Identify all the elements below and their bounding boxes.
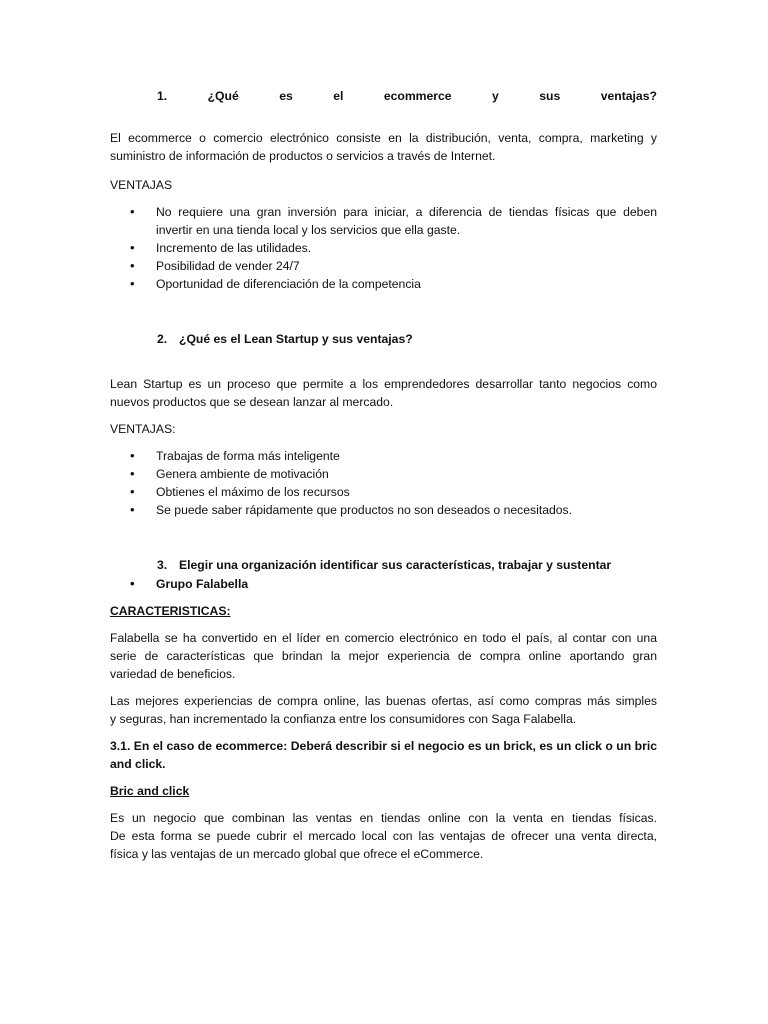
text-line: nuevos productos que se desean lanzar al mercado. [110, 395, 394, 409]
text-line: serie de características que brindan la mejor experiencia de compra online aportando gran [110, 649, 657, 663]
bric-and-click-label: Bric and click [110, 784, 190, 798]
section1-bullet-list [110, 203, 657, 293]
list-item [110, 447, 657, 465]
heading-word: es [279, 89, 293, 103]
heading-word: ecommerce [383, 89, 452, 103]
list-item-text: Oportunidad de diferenciación de la competencia [156, 277, 421, 291]
list-item [110, 203, 657, 239]
heading-text: ¿Qué es el Lean Startup y sus ventajas? [179, 332, 413, 346]
caracteristicas-paragraph-1 [110, 629, 657, 683]
list-item [110, 465, 657, 483]
list-item [110, 575, 657, 593]
heading-number: 2. [157, 332, 168, 346]
text-line: and click. [110, 757, 166, 771]
bullet-icon: • [130, 448, 135, 463]
bullet-icon: • [130, 204, 135, 219]
text-line: Lean Startup es un proceso que permite a los emprendedores desarrollar tanto negocios como [110, 377, 657, 391]
list-item-text: Obtienes el máximo de los recursos [156, 485, 350, 499]
bullet-icon: • [130, 484, 135, 499]
list-item-text: Incremento de las utilidades. [156, 241, 312, 255]
bullet-icon: • [130, 258, 135, 273]
text-line: suministro de información de productos o servicios a través de Internet. [110, 149, 496, 163]
bullet-icon: • [130, 502, 135, 517]
text-line: De esta forma se puede cubrir el mercado local con las ventajas de ofrecer una venta directa, [110, 829, 657, 843]
heading-text: Elegir una organización identificar sus características, trabajar y sustentar [179, 558, 612, 572]
text-line: física y las ventajas de un mercado global que ofrece el eCommerce. [110, 847, 484, 861]
heading-word: ¿Qué [207, 89, 239, 103]
list-item [110, 239, 657, 257]
bullet-icon: • [130, 240, 135, 255]
question-3-1 [110, 737, 657, 773]
list-item-text: Posibilidad de vender 24/7 [156, 259, 300, 273]
text-line: invertir en una tienda local y los servicios que ella gaste. [156, 223, 461, 237]
text-line: 3.1. En el caso de ecommerce: Deberá describir si el negocio es un brick, es un click o un bric [110, 739, 657, 753]
section2-ventajas-label: VENTAJAS: [110, 422, 176, 436]
text-line: Falabella se ha convertido en el líder en comercio electrónico en todo el país, al contar con una [110, 631, 657, 645]
list-item [110, 483, 657, 501]
text-line: variedad de beneficios. [110, 667, 236, 681]
bullet-icon: • [130, 576, 135, 591]
list-item [110, 275, 657, 293]
text-line: y seguras, han incrementado la confianza entre los consumidores con Saga Falabella. [110, 712, 577, 726]
heading-word: y [492, 89, 499, 103]
bullet-icon: • [130, 276, 135, 291]
section1-heading [157, 87, 657, 105]
section1-ventajas-label: VENTAJAS [110, 178, 173, 192]
list-item [110, 257, 657, 275]
bullet-icon: • [130, 466, 135, 481]
section2-heading [157, 330, 413, 348]
section1-intro [110, 129, 657, 165]
heading-word: sus [539, 89, 561, 103]
text-line: No requiere una gran inversión para iniciar, a diferencia de tiendas físicas que deben [156, 205, 657, 219]
list-item [110, 501, 657, 519]
section3-heading [157, 556, 611, 574]
section3-org-list [110, 575, 657, 593]
text-line: El ecommerce o comercio electrónico consiste en la distribución, venta, compra, marketing y [110, 131, 657, 145]
heading-word: 1. [157, 89, 168, 103]
text-line: Es un negocio que combinan las ventas en tiendas online con la venta en tiendas físicas. [110, 811, 657, 825]
section2-bullet-list [110, 447, 657, 519]
list-item-text: Trabajas de forma más inteligente [156, 449, 340, 463]
heading-word: ventajas? [600, 89, 657, 103]
bric-and-click-paragraph [110, 809, 657, 863]
text-line: Las mejores experiencias de compra online, las buenas ofertas, así como compras más simples [110, 694, 657, 708]
section2-intro [110, 375, 657, 411]
list-item-text: Se puede saber rápidamente que productos no son deseados o necesitados. [156, 503, 573, 517]
heading-number: 3. [157, 558, 168, 572]
caracteristicas-label: CARACTERISTICAS: [110, 604, 231, 618]
caracteristicas-paragraph-2 [110, 692, 657, 728]
heading-word: el [333, 89, 344, 103]
list-item-text: Grupo Falabella [156, 577, 249, 591]
list-item-text: Genera ambiente de motivación [156, 467, 329, 481]
